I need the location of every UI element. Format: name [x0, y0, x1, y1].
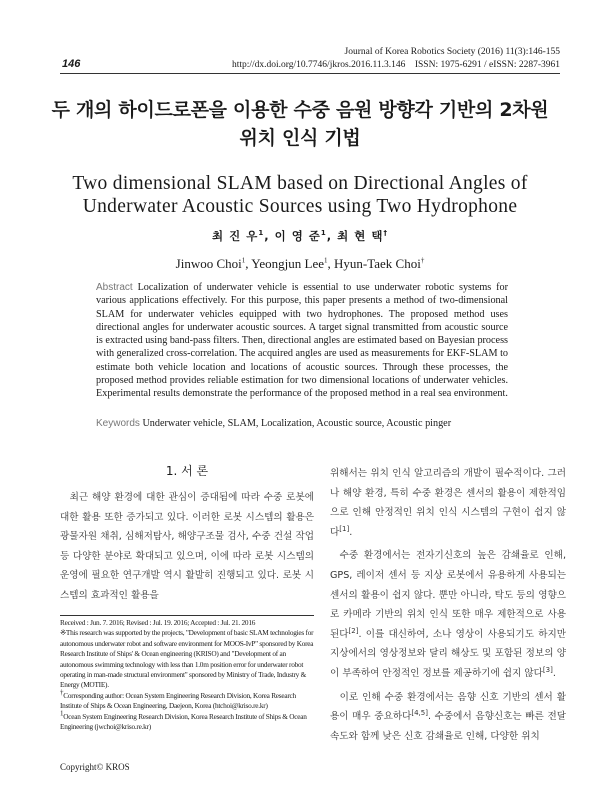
doi-issn-line: http://dx.doi.org/10.7746/jkros.2016.11.3.146 ISSN: 1975-6291 / eISSN: 2287-3961: [231, 60, 560, 70]
citation-ref: [2]: [348, 626, 359, 635]
body-paragraph: [330, 464, 566, 542]
author-separator: ,: [326, 229, 338, 243]
korean-title-line-1: 두 개의 하이드로폰을 이용한 수중 음원 방향각 기반의 2차원: [51, 99, 549, 121]
paragraph-text: .: [349, 526, 353, 538]
author-separator: ,: [327, 256, 334, 271]
paragraph-text: .: [552, 667, 556, 679]
author-separator: ,: [245, 256, 252, 271]
author-mark: †: [420, 256, 425, 265]
journal-citation: Journal of Korea Robotics Society (2016) 11(3):146-155: [344, 47, 560, 57]
author-ko: 이 영 준: [274, 229, 321, 243]
copyright: Copyright© KROS: [60, 762, 130, 772]
keywords-label: Keywords: [96, 418, 140, 429]
korean-authors: [40, 228, 560, 244]
abstract-label: Abstract: [96, 282, 133, 293]
author-separator: ,: [264, 229, 275, 243]
author-ko: 최 현 택: [337, 229, 384, 243]
english-title-line-1: Two dimensional SLAM based on Directional Angles of: [72, 173, 528, 194]
author-en: Jinwoo Choi: [175, 256, 242, 271]
journal-header: [232, 46, 560, 72]
paragraph-text: 위해서는 위치 인식 알고리즘의 개발이 필수적이다. 그러나 해양 환경, 특히 수중 환경은 센서의 활용이 제한적임으로 인해 안정적인 위치 인식 시스템의 구현이 쉽지 않다: [330, 468, 566, 538]
affiliation-note: [60, 709, 314, 733]
footnotes: [60, 618, 314, 732]
abstract-text: Localization of underwater vehicle is essential to use underwater robotic systems for various applications effectively. For this purpose, this paper presents a method of two-dimensional SLAM for underwater vehicles equipped with two hydrophones. The proposed method uses directional angles for underwater acoustic sources. A target signal transmitted from acoustic source is extracted using band-pass filters. Then, directional angles are estimated based on Bayesian process with generalized cross-correlation. The acquired angles are used as measurements for EKF-SLAM to estimate both vehicle location and locations of acoustic sources. Through these processes, the proposed method provides reliable estimation for two dimensional locations of underwater vehicles. Experimental results demonstrate the performance of the proposed method in a real sea environment.: [96, 282, 509, 400]
footnote-rule: [60, 615, 314, 616]
abstract: [96, 281, 508, 401]
author-en: Yeongjun Lee: [251, 256, 324, 271]
body-paragraph: [330, 688, 566, 747]
corresponding-author-text: Corresponding author: Ocean System Engineering Research Division, Korea Research Institute of Ships & Ocean Engineering, Daejeon, Korea (htchoi@kriso.re.kr): [60, 690, 296, 711]
footnote-mark: †: [60, 688, 64, 697]
body-paragraph: [330, 546, 566, 683]
english-title-line-2: Underwater Acoustic Sources using Two Hydrophone: [82, 196, 518, 217]
right-column: [330, 464, 566, 746]
footnote-mark: 1: [60, 709, 64, 718]
author-en: Hyun-Taek Choi: [334, 256, 421, 271]
author-mark: 1: [241, 256, 246, 265]
received-dates: Received : Jun. 7. 2016; Revised : Jul. 19. 2016; Accepted : Jul. 21. 2016: [60, 618, 256, 627]
paragraph-text: 이로 인해 수중 환경에서는 음향 신호 기반의 센서 활용이 매우 중요하다: [330, 691, 566, 723]
author-mark: 1: [258, 229, 265, 238]
english-authors: [40, 256, 560, 272]
corresponding-author-note: [60, 688, 314, 712]
citation-ref: [1]: [339, 524, 350, 533]
english-title: [40, 172, 560, 218]
paragraph-text: . 수중에서 음향신호는 빠른 전달 속도와 함께 낮은 신호 감쇄율로 인해, 다양한 위치: [330, 711, 566, 742]
citation-ref: [3]: [542, 665, 553, 674]
citation-ref: [4,5]: [411, 708, 428, 717]
author-mark: 1: [320, 229, 327, 238]
paragraph-text: 수중 환경에서는 전자기신호의 높은 감쇄율로 인해, GPS, 레이저 센서 등 지상 로봇에서 유용하게 사용되는 센서의 활용이 쉽지 않다. 뿐만 아니라, 탁도 등의 영향으로 카메라 기반의 위치 인식 또한 매우 제한적으로 사용된다: [330, 550, 566, 640]
left-column: [60, 488, 314, 606]
funding-note: ※This research was supported by the projects, "Development of basic SLAM technologies for autonomous underwater robot and software environment for MOOS-IvP" sponsored by Korea Research Institute of Ships' & Ocean engineering (KRISO) and "Development of an autonomous swimming technology with less than 1.0m position error for underwater robot operating in man-made structural environment" sponsored by Ministry of Trade, Industry & Energy (MOTIE).: [60, 628, 314, 690]
section-title: 1. 서 론: [165, 464, 209, 478]
header-rule: [60, 73, 560, 74]
korean-title-line-2: 위치 인식 기법: [239, 127, 361, 149]
korean-title: [40, 96, 560, 152]
keywords: [96, 418, 508, 429]
affiliation-text: Ocean System Engineering Research Division, Korea Research Institute of Ships & Ocean Engineering (jwchoi@kriso.re.kr): [60, 711, 307, 732]
author-mark: 1: [324, 256, 328, 265]
author-ko: 최 진 우: [211, 229, 259, 243]
paragraph-text: . 이를 대신하여, 소나 영상이 사용되기도 하지만 지상에서의 영상정보와 달리 해상도 및 포함된 정보의 양이 부족하여 안정적인 정보를 제공하기에 쉽지 않다: [330, 628, 566, 679]
author-mark: †: [383, 229, 389, 238]
body-paragraph: 최근 해양 환경에 대한 관심이 증대됨에 따라 수중 로봇에 대한 활용 또한 증가되고 있다. 이러한 로봇 시스템의 활용은 광물자원 채취, 심해저탐사, 해양구조물 검사, 수중 건설 작업 등 다양한 분야로 확대되고 있으며, 이에 따라 로봇 시스템의 운영에 필요한 연구개발 역시 활발히 진행되고 있다. 로봇 시스템의 효과적인 활용을: [60, 492, 314, 601]
page-number: 146: [62, 58, 81, 70]
keywords-text: Underwater vehicle, SLAM, Localization, Acoustic source, Acoustic pinger: [142, 418, 452, 429]
